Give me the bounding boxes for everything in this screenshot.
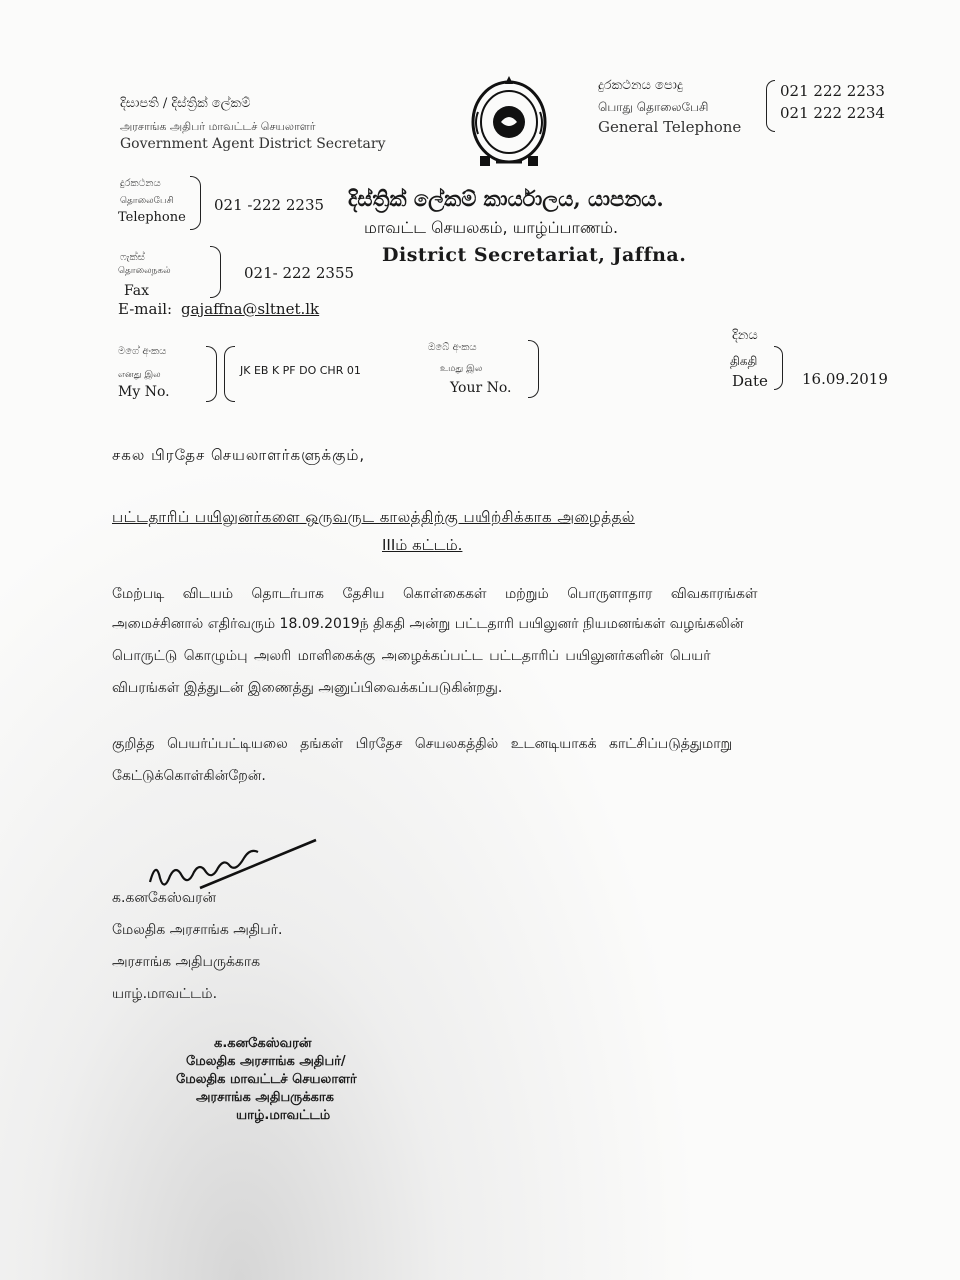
- paragraph-1-line-3: பொருட்டு கொழும்பு அலரி மாளிகைக்கு அழைக்கப்பட்ட பட்டதாரிப் பயிலுனர்களின் பெயர்: [112, 648, 711, 664]
- date-label: Date: [732, 372, 768, 390]
- stamp-line-3: மேலதிக மாவட்டச் செயலாளர்: [176, 1072, 357, 1087]
- title-english: Government Agent District Secretary: [120, 136, 386, 152]
- sri-lanka-emblem-icon: [466, 72, 552, 170]
- paragraph-1-line-4: விபரங்கள் இத்துடன் இணைத்து அனுப்பிவைக்கப்படுகின்றது.: [112, 680, 503, 696]
- office-name-tamil: மாவட்ட செயலகம், யாழ்ப்பாணம்.: [364, 218, 619, 237]
- your-number-sinhala: ඔබේ අංකය: [428, 342, 477, 353]
- brace: [766, 80, 775, 132]
- telephone-number: 021 -222 2235: [214, 196, 325, 214]
- email-link[interactable]: gajaffna@sltnet.lk: [181, 300, 320, 318]
- stamp-line-1: க.கனகேஸ்வரன்: [214, 1036, 312, 1051]
- fax-sinhala: ෆැක්ස්: [120, 252, 145, 263]
- paragraph-1-line-1: மேற்படி விடயம் தொடர்பாக தேசிய கொள்கைகள் மற்றும் பொருளாதார விவகாரங்கள்: [112, 586, 758, 602]
- title-tamil: அரசாங்க அதிபர் மாவட்டச் செயலாளர்: [120, 120, 316, 133]
- brace: [210, 246, 221, 298]
- signatory-title-2: அரசாங்க அதிபருக்காக: [112, 954, 261, 970]
- fax-number: 021- 222 2355: [244, 264, 355, 282]
- general-telephone-sinhala: දුරකථනය පොදු: [598, 78, 683, 93]
- brace: [774, 346, 783, 390]
- general-phone-1: 021 222 2233: [780, 82, 885, 100]
- email-label: E-mail:: [118, 300, 173, 318]
- fax-label: Fax: [124, 283, 150, 299]
- title-sinhala: දිසාපති / දිස්ත්‍රික් ලේකම්: [120, 96, 251, 111]
- general-telephone-tamil: பொது தொலைபேசி: [598, 100, 709, 114]
- my-number-tamil: எனது இல: [118, 370, 161, 380]
- stamp-line-4: அரசாங்க அதிபருக்காக: [196, 1090, 334, 1105]
- my-number-label: My No.: [118, 384, 170, 400]
- my-number-sinhala: මගේ අංකය: [118, 346, 167, 357]
- signatory-title-1: மேலதிக அரசாங்க அதிபர்.: [112, 922, 283, 938]
- brace: [206, 346, 217, 402]
- telephone-sinhala: දුරකථනය: [120, 178, 161, 189]
- signatory-name: க.கனகேஸ்வரன்: [112, 890, 217, 906]
- stamp-line-2: மேலதிக அரசாங்க அதிபர்/: [186, 1054, 346, 1069]
- date-value: 16.09.2019: [802, 370, 888, 388]
- fax-tamil: தொலைநகல்: [118, 266, 171, 276]
- signatory-title-3: யாழ்.மாவட்டம்.: [112, 986, 218, 1002]
- paragraph-1-line-2: அமைச்சினால் எதிர்வரும் 18.09.2019ந் திகதி அன்று பட்டதாரி பயிலுனர் நியமனங்கள் வழங்கலின்: [112, 616, 744, 632]
- office-name-english: District Secretariat, Jaffna.: [382, 244, 687, 266]
- brace: [190, 176, 201, 230]
- general-phone-2: 021 222 2234: [780, 104, 885, 122]
- brace: [224, 346, 235, 402]
- stamp-line-5: யாழ்.மாவட்டம்: [236, 1108, 331, 1123]
- your-number-tamil: உமது இல: [440, 364, 483, 374]
- subject-line-1: பட்டதாரிப் பயிலுனர்களை ஒருவருட காலத்திற்கு பயிற்சிக்காக அழைத்தல்: [112, 508, 635, 526]
- date-sinhala: දිනය: [732, 328, 758, 343]
- general-telephone-label: General Telephone: [598, 118, 742, 136]
- brace: [528, 340, 539, 398]
- date-tamil: திகதி: [730, 354, 758, 368]
- paragraph-2-line-2: கேட்டுக்கொள்கின்றேன்.: [112, 768, 266, 784]
- paragraph-2-line-1: குறித்த பெயர்ப்பட்டியலை தங்கள் பிரதேச செயலகத்தில் உடனடியாகக் காட்சிப்படுத்துமாறு: [112, 736, 733, 752]
- subject-line-2: IIIம் கட்டம்.: [382, 536, 463, 554]
- salutation: சகல பிரதேச செயலாளர்களுக்கும்,: [112, 446, 366, 464]
- your-number-label: Your No.: [450, 380, 512, 396]
- my-number-value: JK EB K PF DO CHR 01: [240, 364, 361, 377]
- telephone-tamil: தொலைபேசி: [120, 196, 174, 206]
- office-name-sinhala: දිස්ත්‍රික් ලේකම් කාර්යාලය, යාපනය.: [348, 186, 664, 211]
- telephone-label: Telephone: [118, 210, 186, 225]
